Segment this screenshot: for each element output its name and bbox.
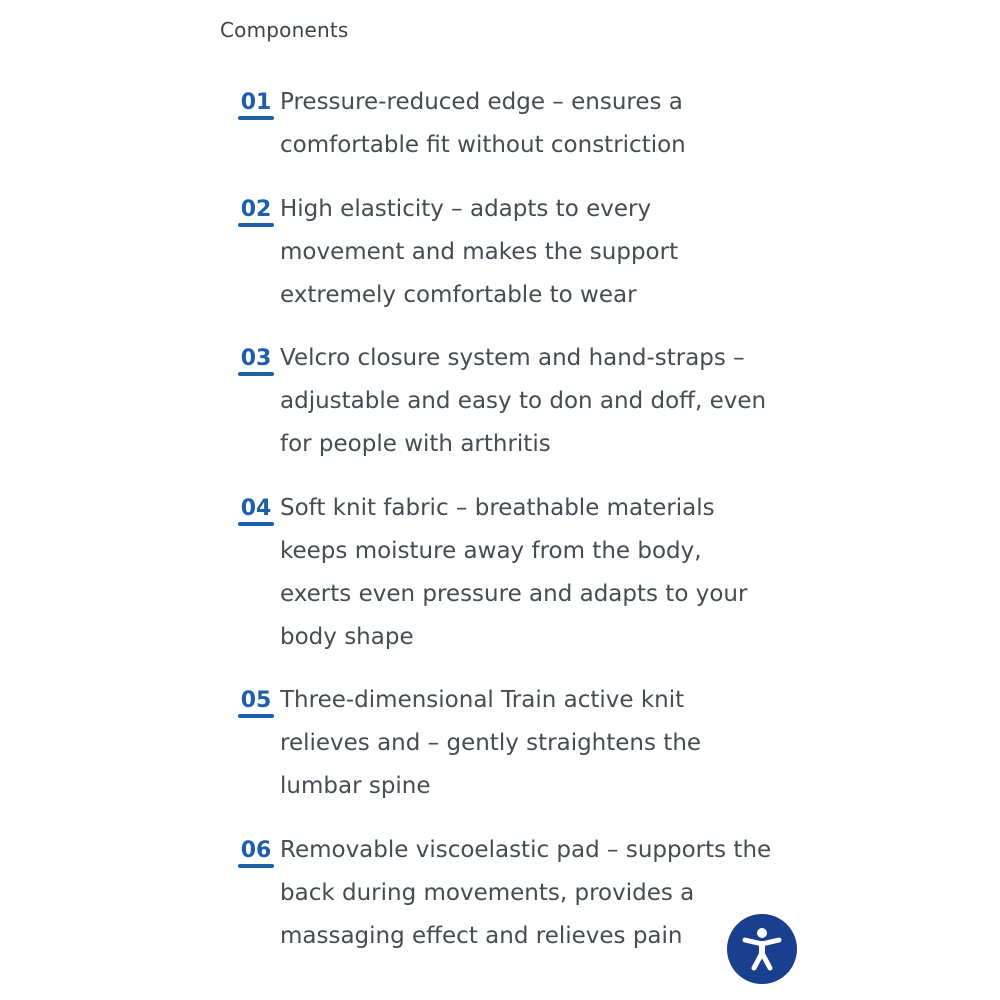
number-underline	[238, 714, 274, 718]
item-number: 04	[240, 496, 272, 521]
item-text: High elasticity – adapts to every movement and makes the support extremely comfortable to wear	[280, 196, 679, 308]
accessibility-person-icon	[737, 924, 787, 974]
section-heading: Components	[220, 18, 349, 42]
item-number: 02	[240, 197, 272, 222]
number-underline	[238, 864, 274, 868]
number-underline	[238, 522, 274, 526]
number-underline	[238, 223, 274, 227]
item-number: 03	[240, 346, 272, 371]
item-number: 01	[240, 90, 272, 115]
item-text: Pressure-reduced edge – ensures a comfortable fit without constriction	[280, 89, 686, 158]
item-text: Removable viscoelastic pad – supports the back during movements, provides a massaging effect and relieves pain	[280, 837, 772, 949]
accessibility-button[interactable]	[727, 914, 797, 984]
item-text: Velcro closure system and hand-straps – adjustable and easy to don and doff, even for people with arthritis	[280, 345, 767, 457]
number-underline	[238, 116, 274, 120]
item-number: 05	[240, 688, 272, 713]
item-text: Three-dimensional Train active knit relieves and – gently straightens the lumbar spine	[280, 687, 702, 799]
number-underline	[238, 372, 274, 376]
item-number: 06	[240, 838, 272, 863]
item-text: Soft knit fabric – breathable materials keeps moisture away from the body, exerts even pressure and adapts to your body shape	[280, 495, 748, 650]
